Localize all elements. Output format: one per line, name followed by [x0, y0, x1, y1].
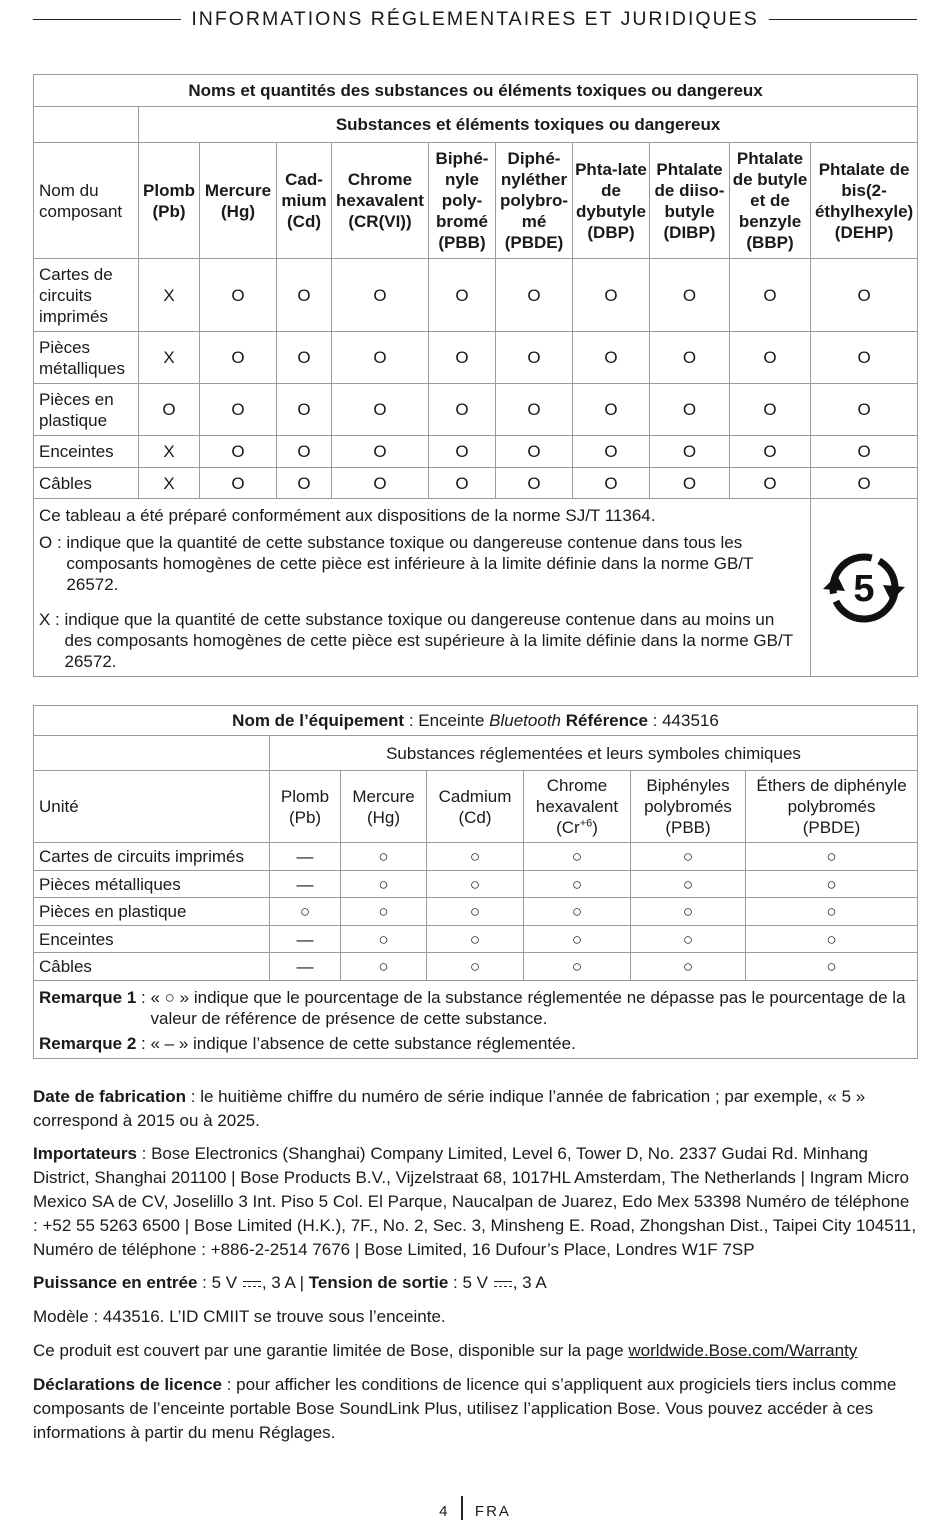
equipment-label: Nom de l’équipement	[232, 711, 405, 730]
table1-cell: O	[650, 332, 730, 384]
table1-cell: O	[332, 332, 429, 384]
dc-symbol-icon	[494, 1279, 512, 1289]
table2-column-header	[631, 771, 746, 843]
table1-cell: O	[573, 436, 650, 468]
table1-cell: O	[730, 332, 811, 384]
table2-unit-header: Unité	[34, 771, 270, 843]
table2-cell: ○	[427, 871, 524, 898]
table2-cell: ○	[631, 898, 746, 926]
table-row	[34, 436, 918, 468]
input-label: Puissance en entrée	[33, 1273, 198, 1292]
table1-cell: O	[200, 259, 277, 332]
remark1-key: :	[136, 988, 151, 1007]
table1-cell: O	[429, 384, 496, 436]
table1-cell: O	[332, 384, 429, 436]
table1-cell: O	[200, 468, 277, 499]
header-rule-left	[33, 19, 181, 20]
table2-cell: ○	[746, 898, 918, 926]
hazardous-substances-table	[33, 74, 918, 677]
table1-cell: X	[139, 332, 200, 384]
table1-cell: O	[139, 384, 200, 436]
column-name: Éthers de diphényle polybromés	[756, 776, 907, 816]
table2-cell: —	[270, 871, 341, 898]
symbol-text: (Pb)	[288, 807, 322, 827]
table2-column-header	[427, 771, 524, 843]
table1-cell: O	[496, 259, 573, 332]
table-row	[34, 871, 918, 898]
remark-1	[39, 987, 912, 1029]
table1-cell: X	[139, 259, 200, 332]
table2-cell: ○	[746, 871, 918, 898]
table2-cell: ○	[631, 871, 746, 898]
table2-cell: ○	[427, 953, 524, 981]
table1-cell: O	[730, 468, 811, 499]
table1-cell: O	[650, 436, 730, 468]
table1-cell: X	[139, 436, 200, 468]
row-name: Câbles	[34, 468, 139, 499]
table2-cell: —	[270, 926, 341, 953]
table1-cell: O	[429, 332, 496, 384]
column-symbol	[429, 807, 521, 828]
table1-cell: O	[650, 259, 730, 332]
table2-remarks	[34, 981, 918, 1059]
table1-cell: O	[650, 384, 730, 436]
table-row	[34, 898, 918, 926]
table1-cell: O	[730, 436, 811, 468]
dc-symbol-icon	[243, 1279, 261, 1289]
column-symbol	[526, 817, 628, 838]
column-name: Chrome hexavalent	[535, 776, 619, 816]
efup-5-icon	[823, 551, 905, 625]
table1-cell: O	[811, 384, 918, 436]
column-symbol	[748, 817, 915, 838]
model-text: Modèle : 443516. L’ID CMIIT se trouve sous l’enceinte.	[33, 1307, 446, 1326]
model-paragraph	[33, 1305, 917, 1329]
table1-cell: O	[811, 436, 918, 468]
table-row	[34, 384, 918, 436]
row-name: Pièces en plastique	[34, 384, 139, 436]
table-row	[34, 843, 918, 871]
row-name: Enceintes	[34, 926, 270, 953]
efup-logo-cell	[811, 499, 918, 677]
table1-cell: O	[496, 468, 573, 499]
table2-cell: ○	[341, 953, 427, 981]
symbol-close: )	[592, 818, 598, 837]
manufacture-date-paragraph	[33, 1085, 917, 1133]
column-symbol	[633, 817, 743, 838]
table2-cell: ○	[746, 926, 918, 953]
remark2-text: : « – » indique l’absence de cette substance réglementée.	[136, 1034, 576, 1053]
date-label: Date de fabrication	[33, 1087, 187, 1106]
input-value-b: , 3 A |	[261, 1273, 309, 1292]
table1-cell: O	[429, 436, 496, 468]
table1-cell: O	[332, 468, 429, 499]
table1-notes	[34, 499, 811, 677]
column-symbol	[272, 807, 338, 828]
table1-cell: O	[573, 332, 650, 384]
reference-label: Référence	[561, 711, 648, 730]
table1-cell: O	[277, 332, 332, 384]
date-text: : le huitième chiffre du numéro de série indique l’année de fabrication ; par exemple, « 5 » correspond à 2015 ou à 2025.	[33, 1087, 866, 1130]
table1-cell: O	[811, 332, 918, 384]
table1-column-header: Phtalate de diiso-butyle (DIBP)	[650, 143, 730, 259]
table2-cell: ○	[631, 843, 746, 871]
license-text: : pour afficher les conditions de licence qui s’appliquent aux progiciels tiers inclus comme composants de l’enceinte portable Bose SoundLink Plus, utilisez l’application Bose. Vous pouvez accéder à ces informations à partir du menu Réglages.	[33, 1375, 897, 1442]
note-intro: Ce tableau a été préparé conformément aux dispositions de la norme SJ/T 11364.	[39, 506, 656, 525]
table2-subtitle: Substances réglementées et leurs symboles chimiques	[270, 736, 918, 771]
page-header	[33, 6, 917, 32]
remark2-label: Remarque 2	[39, 1034, 137, 1053]
table2-cell: ○	[746, 843, 918, 871]
table1-column-header: Biphé-nyle poly-bromé (PBB)	[429, 143, 496, 259]
table2-cell: ○	[341, 898, 427, 926]
equipment-bluetooth: Bluetooth	[489, 711, 561, 730]
table1-cell: O	[200, 384, 277, 436]
table1-cell: O	[811, 468, 918, 499]
table-row	[34, 953, 918, 981]
row-name: Cartes de circuits imprimés	[34, 843, 270, 871]
table1-cell: X	[139, 468, 200, 499]
symbol-text: (Cr	[556, 818, 580, 837]
output-value-b: , 3 A	[512, 1273, 547, 1292]
table1-cell: O	[429, 468, 496, 499]
table1-cell: O	[496, 384, 573, 436]
restricted-substances-table	[33, 705, 918, 1059]
remark-2	[39, 1033, 912, 1054]
table2-cell: ○	[341, 926, 427, 953]
table1-cell: O	[277, 384, 332, 436]
note-o	[39, 532, 805, 595]
table1-cell: O	[200, 332, 277, 384]
page-footer	[0, 1500, 950, 1524]
input-value-a: : 5 V	[197, 1273, 242, 1292]
table2-cell: ○	[524, 953, 631, 981]
table2-cell: ○	[631, 926, 746, 953]
table2-column-header	[524, 771, 631, 843]
table1-column-header: Phtalate de butyle et de benzyle (BBP)	[730, 143, 811, 259]
column-symbol	[343, 807, 424, 828]
row-name: Enceintes	[34, 436, 139, 468]
table-row	[34, 332, 918, 384]
table1-column-header: Plomb (Pb)	[139, 143, 200, 259]
remark1-text: « ○ » indique que le pourcentage de la substance réglementée ne dépasse pas le pourcentage de la valeur de référence de présence de cette substance.	[150, 988, 906, 1028]
table2-cell: ○	[524, 898, 631, 926]
table1-cell: O	[277, 436, 332, 468]
column-name: Mercure	[352, 786, 415, 806]
table2-column-header	[746, 771, 918, 843]
warranty-text: Ce produit est couvert par une garantie limitée de Bose, disponible sur la page	[33, 1341, 629, 1360]
table2-cell: ○	[524, 871, 631, 898]
symbol-text: (PBB)	[665, 818, 711, 837]
table1-cell: O	[277, 468, 332, 499]
table2-cell: ○	[427, 843, 524, 871]
table1-cell: O	[200, 436, 277, 468]
table1-cell: O	[730, 259, 811, 332]
table2-cell: ○	[341, 871, 427, 898]
table2-cell: —	[270, 843, 341, 871]
table1-component-header: Nom du composant	[34, 143, 139, 259]
table2-cell: ○	[746, 953, 918, 981]
warranty-link[interactable]: worldwide.Bose.com/Warranty	[628, 1341, 858, 1360]
table1-cell: O	[332, 436, 429, 468]
table1-subtitle: Substances et éléments toxiques ou dangereux	[139, 107, 918, 143]
footer-separator	[461, 1496, 463, 1520]
table1-blank-cell	[34, 107, 139, 143]
page-number: 4	[439, 1502, 450, 1520]
row-name: Pièces métalliques	[34, 871, 270, 898]
table2-cell: ○	[524, 843, 631, 871]
output-label: Tension de sortie	[308, 1273, 449, 1292]
table1-cell: O	[573, 259, 650, 332]
table2-blank-cell	[34, 736, 270, 771]
equipment-line	[34, 706, 918, 736]
column-name: Cadmium	[438, 786, 512, 806]
table1-column-header: Diphé-nyléther polybro-mé (PBDE)	[496, 143, 573, 259]
warranty-paragraph	[33, 1339, 917, 1363]
power-paragraph	[33, 1271, 917, 1295]
table1-cell: O	[496, 436, 573, 468]
note-x-key: X :	[39, 610, 65, 629]
symbol-text: (Cd)	[458, 807, 492, 827]
table1-cell: O	[650, 468, 730, 499]
table2-cell: ○	[427, 898, 524, 926]
row-name: Pièces métalliques	[34, 332, 139, 384]
table1-column-header: Phtalate de bis(2-éthylhexyle) (DEHP)	[811, 143, 918, 259]
license-label: Déclarations de licence	[33, 1375, 222, 1394]
row-name: Pièces en plastique	[34, 898, 270, 926]
table1-cell: O	[496, 332, 573, 384]
importers-paragraph	[33, 1142, 917, 1262]
reference-value: : 443516	[647, 711, 719, 730]
table1-column-header: Mercure (Hg)	[200, 143, 277, 259]
equipment-sep: : Enceinte	[404, 711, 490, 730]
table1-column-header: Cad-mium (Cd)	[277, 143, 332, 259]
table-row	[34, 926, 918, 953]
header-rule-right	[769, 19, 917, 20]
page-title: INFORMATIONS RÉGLEMENTAIRES ET JURIDIQUES	[191, 7, 759, 30]
table1-cell: O	[332, 259, 429, 332]
importers-label: Importateurs	[33, 1144, 137, 1163]
remark1-label: Remarque 1	[39, 988, 137, 1007]
column-name: Biphényles polybromés	[644, 776, 732, 816]
note-x-text: indique que la quantité de cette substance toxique ou dangereuse contenue dans au moins un des composants homogènes de cette pièce est supérieure à la limite définie dans la norme GB/T 26572.	[64, 610, 793, 671]
table1-column-header: Chrome hexavalent (CR(VI))	[332, 143, 429, 259]
table1-cell: O	[573, 384, 650, 436]
importers-text: : Bose Electronics (Shanghai) Company Limited, Level 6, Tower D, No. 2337 Gudai Rd. Minhang District, Shanghai 201100 | Bose Products B.V., Vijzelstraat 68, 1017HL Amsterdam, The Netherlands | Ingram Micro Mexico SA de CV, Joselillo 3 Int. Piso 5 Col. El Parque, Naucalpan de Juarez, Edo Mex 53398 Numéro de téléphone : +52 55 5263 6500 | Bose Limited (H.K.), 7F., No. 2, Sec. 3, Minsheng E. Road, Zhongshan Dist., Taipei City 104511, Numéro de téléphone : +886-2-2514 7676 | Bose Limited, 16 Dufour’s Place, Londres W1F 7SP	[33, 1144, 917, 1259]
table2-cell: ○	[270, 898, 341, 926]
note-o-text: indique que la quantité de cette substance toxique ou dangereuse contenue dans tous les composants homogènes de cette pièce est inférieure à la limite définie dans la norme GB/T 26572.	[66, 533, 754, 594]
table2-cell: —	[270, 953, 341, 981]
table-row	[34, 468, 918, 499]
table1-cell: O	[811, 259, 918, 332]
row-name: Câbles	[34, 953, 270, 981]
license-paragraph	[33, 1373, 917, 1445]
note-x	[39, 609, 805, 672]
table1-column-header: Phta-late de dybutyle (DBP)	[573, 143, 650, 259]
efup-number: 5	[853, 567, 875, 610]
table2-column-header	[341, 771, 427, 843]
symbol-text: (PBDE)	[802, 818, 861, 837]
symbol-text: (Hg)	[366, 807, 401, 827]
table1-cell: O	[277, 259, 332, 332]
table2-cell: ○	[427, 926, 524, 953]
language-code: FRA	[474, 1502, 511, 1520]
table1-cell: O	[730, 384, 811, 436]
symbol-superscript: +6	[579, 817, 593, 830]
table2-cell: ○	[524, 926, 631, 953]
column-name: Plomb	[280, 786, 330, 806]
table1-cell: O	[573, 468, 650, 499]
row-name: Cartes de circuits imprimés	[34, 259, 139, 332]
table2-cell: ○	[631, 953, 746, 981]
output-value-a: : 5 V	[448, 1273, 493, 1292]
table-row	[34, 259, 918, 332]
table2-column-header	[270, 771, 341, 843]
note-o-key: O :	[39, 533, 67, 552]
table1-title: Noms et quantités des substances ou éléments toxiques ou dangereux	[34, 75, 918, 107]
table2-cell: ○	[341, 843, 427, 871]
table1-cell: O	[429, 259, 496, 332]
